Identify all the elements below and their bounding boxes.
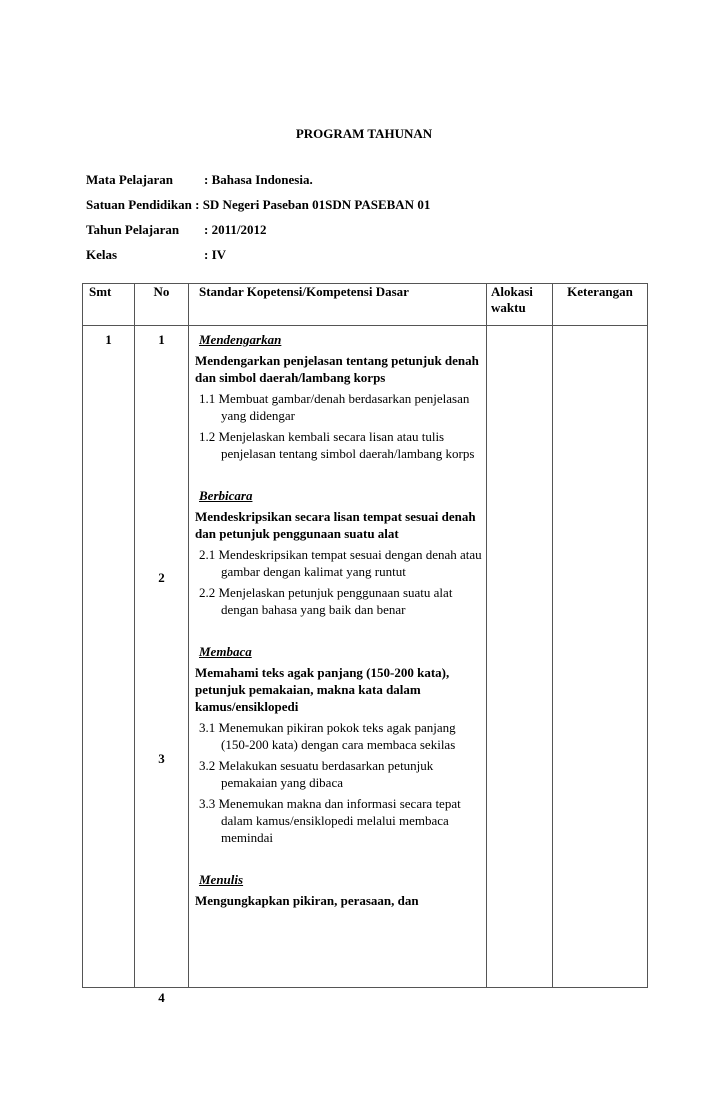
header-smt: Smt — [83, 284, 135, 326]
no-column — [135, 326, 189, 1005]
section-number: 3 — [158, 751, 165, 766]
meta-kelas — [86, 247, 226, 263]
section-membaca — [195, 644, 482, 846]
meta-value: : IV — [204, 247, 227, 262]
kompetensi-dasar: 2.2 Menjelaskan petunjuk penggunaan suatu alat dengan bahasa yang baik dan benar — [199, 585, 453, 617]
section-mendengarkan — [195, 332, 482, 462]
kompetensi-dasar: 1.2 Menjelaskan kembali secara lisan atau tulis penjelasan tentang simbol daerah/lambang korps — [199, 429, 475, 461]
section-title: Membaca — [199, 644, 252, 659]
meta-satuan-pendidikan — [86, 197, 430, 213]
kompetensi-dasar: 1.1 Membuat gambar/denah berdasarkan penjelasan yang didengar — [199, 391, 470, 423]
header-no: No — [135, 284, 189, 326]
section-title: Berbicara — [199, 488, 253, 503]
meta-label: Tahun Pelajaran — [86, 222, 180, 237]
standar-kompetensi: Mengungkapkan pikiran, perasaan, dan — [195, 893, 419, 908]
meta-value: : Bahasa Indonesia. — [204, 172, 313, 187]
meta-mata-pelajaran — [86, 172, 313, 188]
keterangan-cell — [553, 326, 648, 988]
meta-value: : SD Negeri Paseban 01SDN PASEBAN 01 — [195, 197, 431, 212]
header-keterangan: Keterangan — [553, 284, 648, 326]
table-row — [83, 326, 648, 988]
meta-value: : 2011/2012 — [204, 222, 267, 237]
header-alokasi-line1: Alokasi — [491, 284, 533, 299]
section-menulis — [195, 872, 482, 909]
standar-kompetensi: Mendengarkan penjelasan tentang petunjuk denah dan simbol daerah/lambang korps — [195, 353, 479, 385]
header-alokasi-line2: waktu — [491, 300, 526, 315]
section-berbicara — [195, 488, 482, 618]
meta-tahun-pelajaran — [86, 222, 266, 238]
smt-cell: 1 — [83, 326, 135, 988]
section-title: Menulis — [199, 872, 244, 887]
header-alokasi — [487, 284, 553, 326]
meta-label: Kelas — [86, 247, 118, 262]
sk-column — [189, 326, 487, 988]
section-number: 4 — [158, 990, 165, 1005]
program-table — [82, 283, 648, 1005]
kompetensi-dasar: 3.2 Melakukan sesuatu berdasarkan petunjuk pemakaian yang dibaca — [199, 758, 434, 790]
section-number: 1 — [158, 332, 165, 347]
standar-kompetensi: Mendeskripsikan secara lisan tempat sesuai denah dan petunjuk penggunaan suatu alat — [195, 509, 476, 541]
table-header-row — [83, 284, 648, 326]
section-number: 2 — [158, 570, 165, 585]
standar-kompetensi: Memahami teks agak panjang (150-200 kata), petunjuk pemakaian, makna kata dalam kamus/ensiklopedi — [195, 665, 450, 714]
page-title: PROGRAM TAHUNAN — [295, 126, 433, 141]
kompetensi-dasar: 2.1 Mendeskripsikan tempat sesuai dengan denah atau gambar dengan kalimat yang runtut — [199, 547, 482, 579]
header-sk: Standar Kopetensi/Kompetensi Dasar — [189, 284, 487, 326]
kompetensi-dasar: 3.1 Menemukan pikiran pokok teks agak panjang (150-200 kata) dengan cara membaca sekilas — [199, 720, 456, 752]
kompetensi-dasar: 3.3 Menemukan makna dan informasi secara tepat dalam kamus/ensiklopedi melalui membaca memindai — [199, 796, 461, 845]
alokasi-cell — [487, 326, 553, 988]
meta-label: Satuan Pendidikan — [86, 197, 192, 212]
section-title: Mendengarkan — [199, 332, 282, 347]
meta-label: Mata Pelajaran — [86, 172, 174, 187]
